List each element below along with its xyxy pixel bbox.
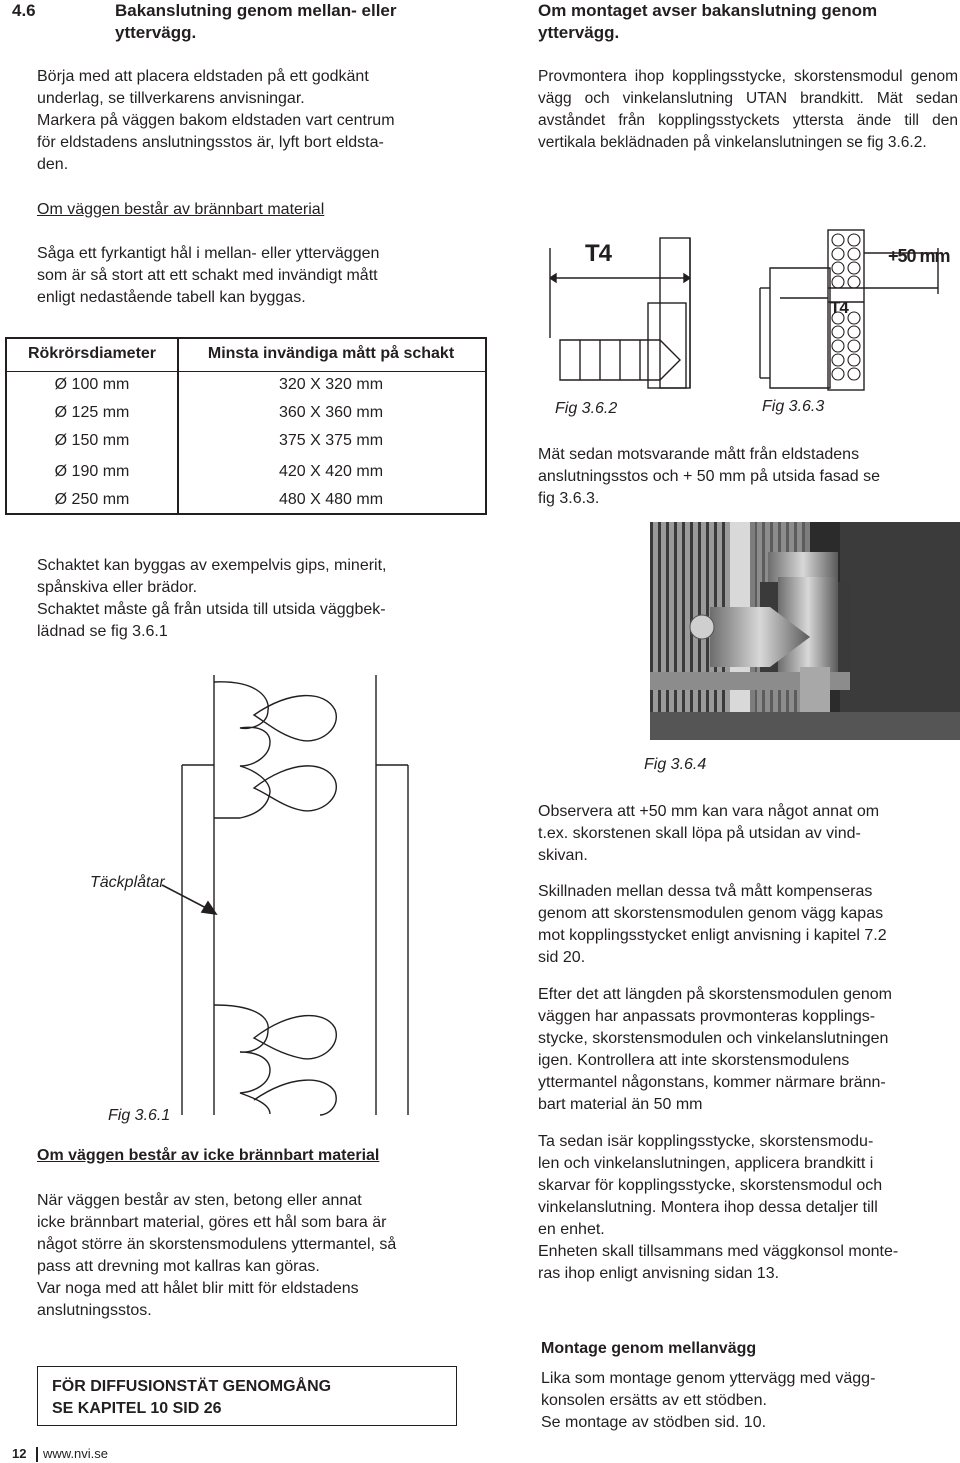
table-header-row [7, 339, 485, 372]
combustible-wall-text: Såga ett fyrkantigt hål i mellan- eller ytterväggen som är så stort att ett schakt med invändigt mått enligt nedastående tabell kan byggas. [37, 245, 380, 306]
shaft-material-text: Schaktet kan byggas av exempelvis gips, minerit, spånskiva eller brädor. Schaktet måste gå från utsida till utsida väggbek- lädnad se fig 3.6.1 [37, 557, 387, 640]
fig-3-6-3-plus-label: +50 mm [888, 246, 950, 266]
fig-3-6-1-label: Täckplåtar [90, 874, 165, 891]
combustible-wall-heading: Om väggen består av brännbart material [37, 201, 325, 218]
fig-3-6-3-caption: Fig 3.6.3 [762, 398, 825, 415]
shaft-dimension-table [5, 337, 487, 515]
table-cell: Ø 190 mm [54, 463, 130, 480]
table-row [7, 485, 485, 513]
fig-3-6-1-caption: Fig 3.6.1 [108, 1107, 171, 1124]
table-cell: 420 X 420 mm [278, 463, 384, 480]
fig-3-6-4-photo [650, 522, 960, 740]
table-row [7, 371, 485, 399]
fig-3-6-1-drawing [150, 670, 440, 1130]
footer-site: www.nvi.se [43, 1446, 109, 1461]
table-row [7, 455, 485, 485]
table-cell: Ø 125 mm [54, 404, 130, 421]
fig-3-6-3-dimension-label: T4 [830, 298, 848, 317]
table-row [7, 399, 485, 427]
table-row [7, 427, 485, 455]
table-cell: 375 X 375 mm [278, 432, 384, 449]
fig-3-6-2-dimension-label: T4 [585, 240, 612, 267]
section-title: Bakanslutning genom mellan- eller yttervägg. [115, 1, 397, 42]
observe-text: Observera att +50 mm kan vara något annat om t.ex. skorstenen skall löpa på utsidan av vind- skivan. [538, 803, 880, 864]
disassemble-text: Ta sedan isär kopplingsstycke, skorstensmodu- len och vinkelanslutningen, applicera brandkitt i skarvar för kopplingsstycke, skorstensmodul och vinkelanslutning. Montera ihop dessa detaljer till en enhet. Enheten skall tillsammans med väggkonsol monte- ras ihop enligt anvisning sidan 13. [538, 1133, 899, 1282]
noncombustible-wall-heading: Om väggen består av icke brännbart material [37, 1147, 380, 1164]
fig-3-6-2-drawing [540, 228, 720, 398]
table-cell: Ø 100 mm [54, 376, 130, 393]
difference-text: Skillnaden mellan dessa två mått kompenseras genom att skorstensmodulen genom vägg kapas mot kopplingsstycket enligt anvisning i kapitel 7.2 sid 20. [538, 883, 887, 966]
interior-wall-text: Lika som montage genom yttervägg med vägg- konsolen ersätts av ett stödben. Se montage av stödben sid. 10. [541, 1370, 876, 1431]
table-cell: Ø 150 mm [54, 432, 130, 449]
fig-3-6-2-caption: Fig 3.6.2 [555, 400, 618, 417]
interior-wall-heading: Montage genom mellanvägg [541, 1340, 757, 1357]
rear-connection-heading: Om montaget avser bakanslutning genom yttervägg. [538, 1, 878, 42]
table-cell: Ø 250 mm [54, 491, 130, 508]
noncombustible-wall-text: När väggen består av sten, betong eller annat icke brännbart material, göres ett hål som bara är något större än skorstensmodulens yttermantel, så pass att drevning mot kallras kan göras. Var noga med att hålet blir mitt för eldstadens anslutningsstos. [37, 1192, 397, 1319]
table-header-cell: Rökrörsdiameter [27, 345, 157, 362]
footer-divider [36, 1447, 38, 1462]
adjust-length-text: Efter det att längden på skorstensmodulen genom väggen har anpassats provmonteras kopplings- stycke, skorstensmodulen och vinkelanslutningen igen. Kontrollera att inte skorstensmodulens yttermantel någonstans, kommer närmare bränn- bart material än 50 mm [538, 986, 892, 1113]
table-cell: 320 X 320 mm [278, 376, 384, 393]
outer-measurement-text: Mät sedan motsvarande mått från eldstadens anslutningsstos och + 50 mm på utsida fasad se fig 3.6.3. [538, 446, 880, 507]
page-number: 12 [12, 1446, 27, 1461]
table-header-cell: Minsta invändiga mått på schakt [207, 345, 455, 362]
trial-assembly-text: Provmontera ihop kopplingsstycke, skorstensmodul genom vägg och vinkelanslutning UTAN brandkitt. Mät sedan avståndet från kopplingsstyckets yttersta ände till den vertikala beklädnaden på vinkelanslutningen se fig 3.6.2. [538, 68, 958, 151]
intro-paragraph: Börja med att placera eldstaden på ett godkänt underlag, se tillverkarens anvisningar. Markera på väggen bakom eldstaden vart centrum för eldstadens anslutningsstos är, lyft bort eldsta- den. [37, 68, 395, 173]
diffusion-notice-box: FÖR DIFFUSIONSTÄT GENOMGÅNG SE KAPITEL 10 SID 26 [37, 1366, 457, 1426]
table-cell: 480 X 480 mm [278, 491, 384, 508]
section-number: 4.6 [12, 1, 36, 20]
table-cell: 360 X 360 mm [278, 404, 384, 421]
fig-3-6-4-caption: Fig 3.6.4 [644, 756, 707, 773]
